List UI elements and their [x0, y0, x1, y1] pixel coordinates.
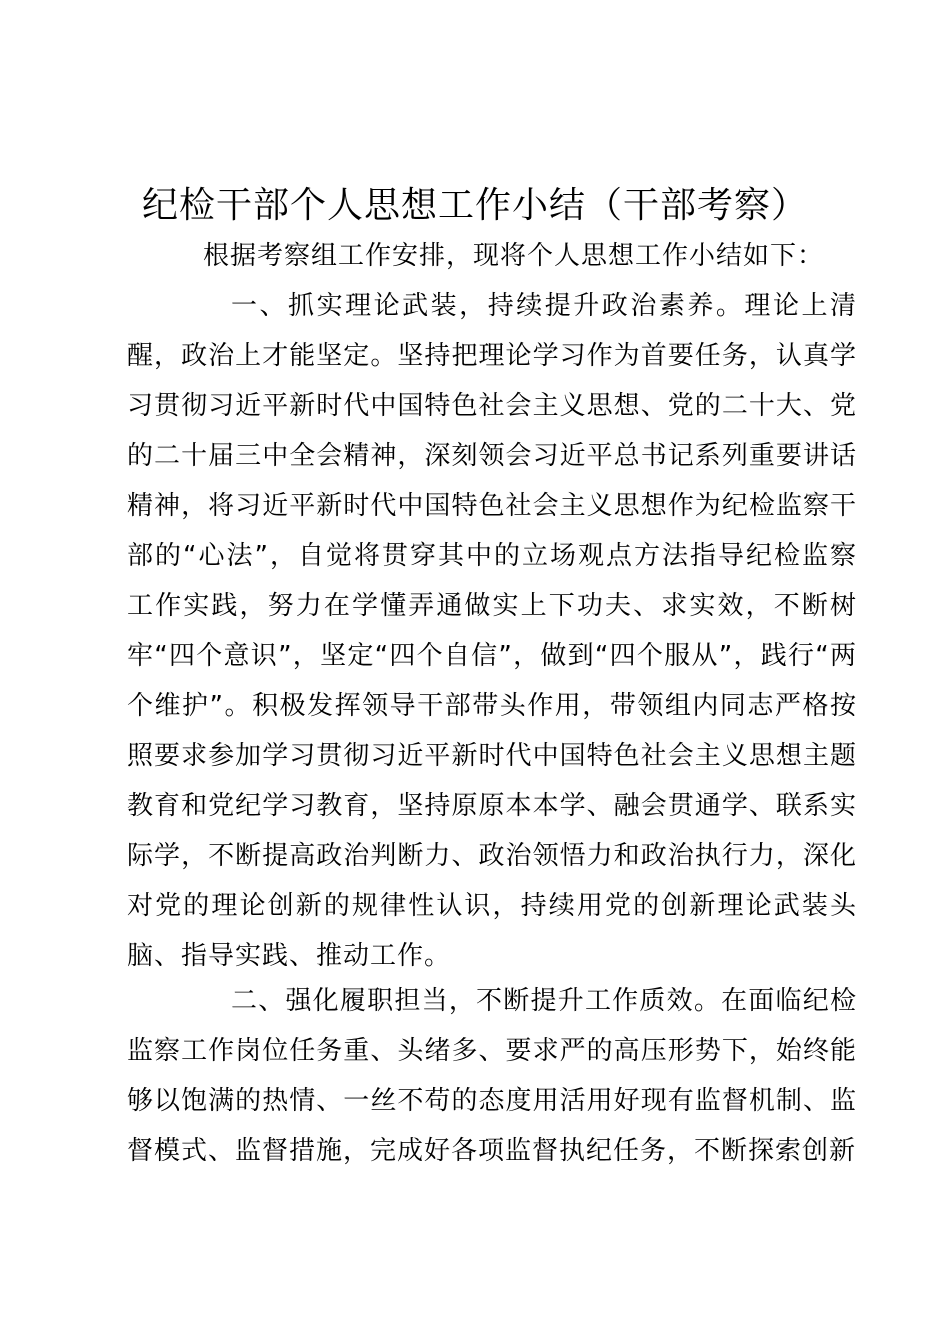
paragraph-2: 二、强化履职担当，不断提升工作质效。在面临纪检监察工作岗位任务重、头绪多、要求严的高压形势下，始终能够以饱满的热情、一丝不苟的态度用活用好现有监督机制、监督模式、监督措施，完成好各项监督执纪任务，不断探索创新 [127, 986, 857, 1166]
intro-line: 根据考察组工作安排，现将个人思想工作小结如下： [203, 241, 825, 271]
paragraph-1: 一、抓实理论武装，持续提升政治素养。理论上清醒，政治上才能坚定。坚持把理论学习作为首要任务，认真学习贯彻习近平新时代中国特色社会主义思想、党的二十大、党的二十届三中全会精神，深刻领会习近平总书记系列重要讲话精神，将习近平新时代中国特色社会主义思想作为纪检监察干部的“心法”，自觉将贯穿其中的立场观点方法指导纪检监察工作实践，努力在学懂弄通做实上下功夫、求实效，不断树牢“四个意识”，坚定“四个自信”，做到“四个服从”，践行“两个维护”。积极发挥领导干部带头作用，带领组内同志严格按照要求参加学习贯彻习近平新时代中国特色社会主义思想主题教育和党纪学习教育，坚持原原本本学、融会贯通学、联系实际学，不断提高政治判断力、政治领悟力和政治执行力，深化对党的理论创新的规律性认识，持续用党的创新理论武装头脑、指导实践、推动工作。 [127, 291, 857, 971]
document-title: 纪检干部个人思想工作小结（干部考察） [141, 185, 808, 226]
